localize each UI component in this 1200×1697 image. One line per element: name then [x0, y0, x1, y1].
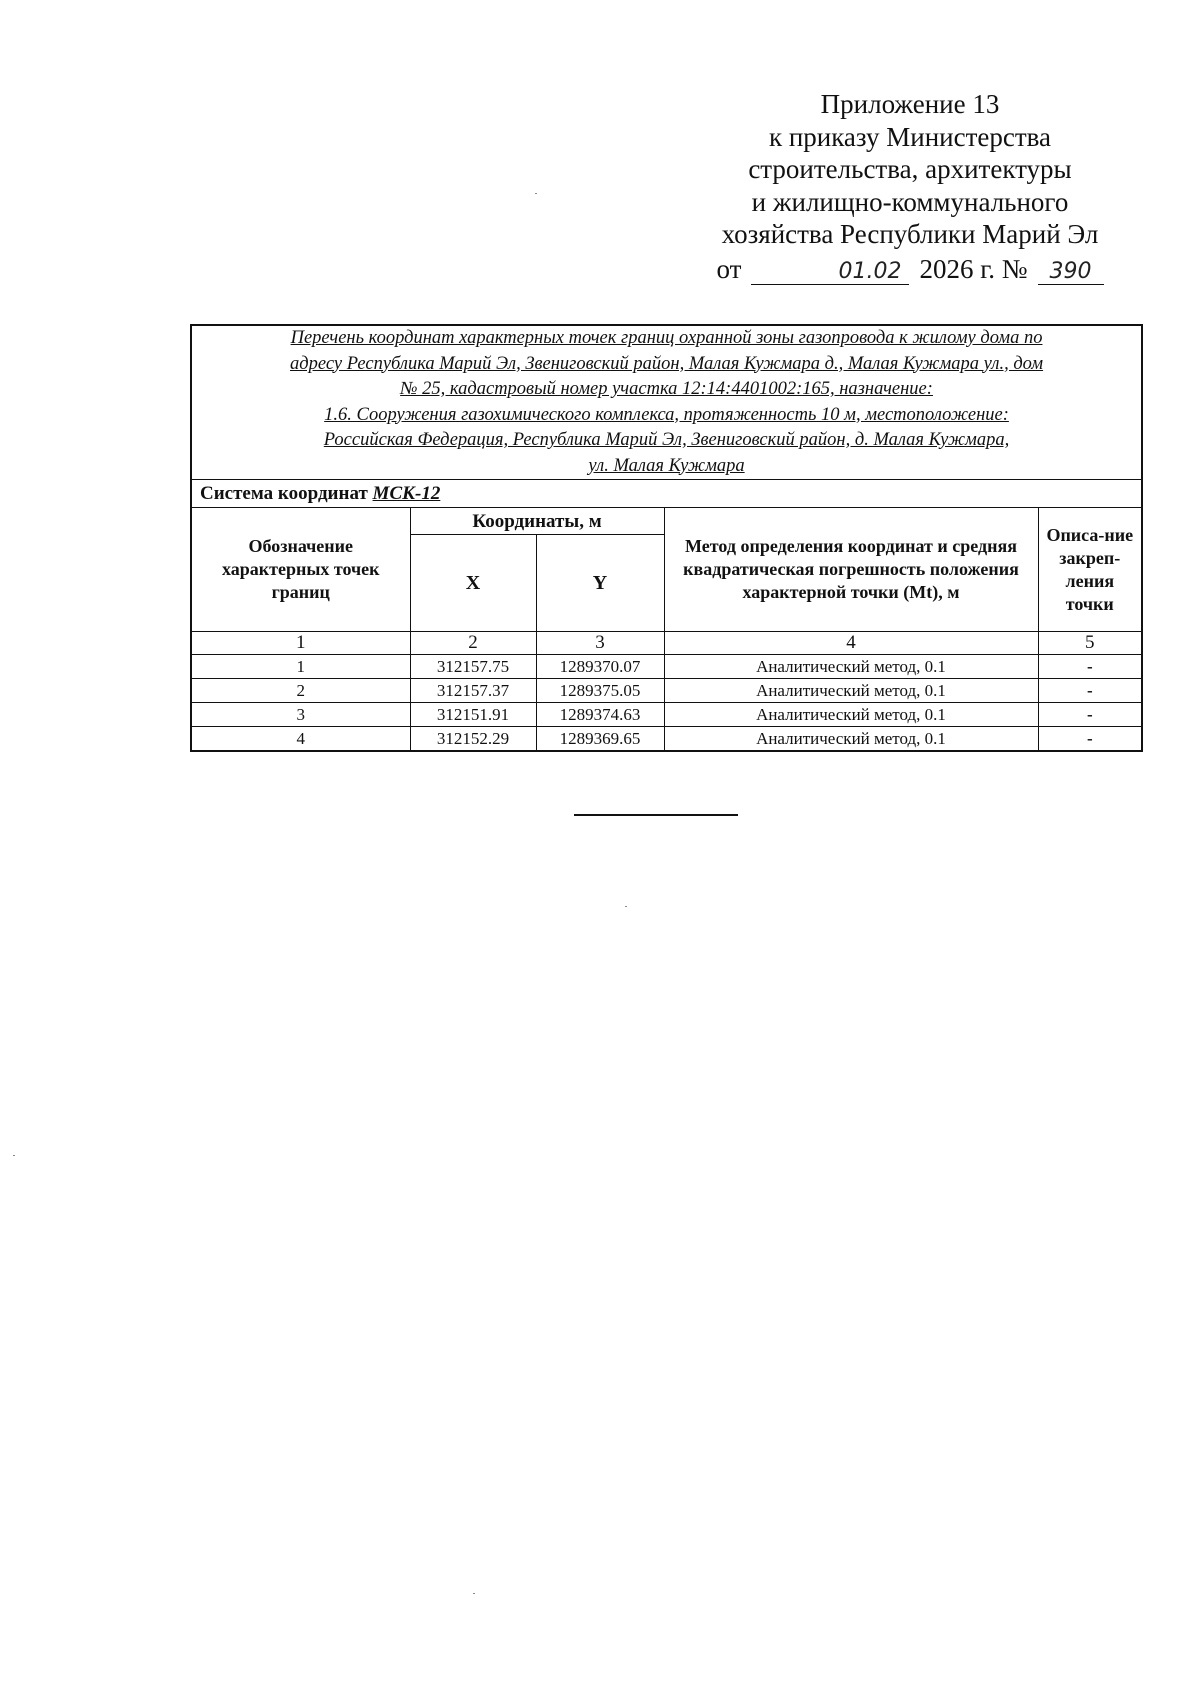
handwritten-order-number: 390: [1038, 260, 1104, 285]
table-caption: [191, 325, 1142, 480]
coord-x: 312157.75: [410, 655, 536, 679]
method: Аналитический метод, 0.1: [664, 727, 1038, 752]
coord-x: 312151.91: [410, 703, 536, 727]
coord-x: 312152.29: [410, 727, 536, 752]
table-row: [191, 679, 1142, 703]
order-date-line: [690, 253, 1130, 286]
header-designation: Обозначение характерных точек границ: [191, 508, 410, 632]
caption-line: Российская Федерация, Республика Марий Эл, Звениговский район, д. Малая Кужмара,: [323, 430, 1010, 450]
year-text: 2026 г. №: [919, 253, 1028, 284]
header-coordinates: Координаты, м: [410, 508, 664, 535]
point-id: 2: [191, 679, 410, 703]
header-line: и жилищно-коммунального: [751, 186, 1069, 217]
column-number: 5: [1038, 632, 1142, 655]
end-separator-line: [574, 814, 738, 816]
coordinate-system: [191, 480, 1142, 508]
method: Аналитический метод, 0.1: [664, 655, 1038, 679]
method: Аналитический метод, 0.1: [664, 679, 1038, 703]
caption-row: [191, 325, 1142, 480]
scan-speck: [13, 1155, 15, 1156]
coord-y: 1289374.63: [536, 703, 664, 727]
column-number-row: [191, 632, 1142, 655]
date-prefix: от: [716, 253, 742, 284]
description: -: [1038, 703, 1142, 727]
header-row: [191, 508, 1142, 535]
header-description: Описа-ние закреп-ления точки: [1038, 508, 1142, 632]
header-y: Y: [536, 535, 664, 632]
column-number: 1: [191, 632, 410, 655]
header-line: хозяйства Республики Марий Эл: [721, 219, 1099, 249]
caption-line: 1.6. Сооружения газохимического комплекса, протяженность 10 м, местоположение:: [324, 404, 1009, 425]
description: -: [1038, 727, 1142, 752]
point-id: 3: [191, 703, 410, 727]
header-x: X: [410, 535, 536, 632]
description: -: [1038, 679, 1142, 703]
scan-speck: [535, 193, 537, 194]
coord-y: 1289370.07: [536, 655, 664, 679]
caption-line: № 25, кадастровый номер участка 12:14:4401002:165, назначение:: [400, 379, 933, 399]
point-id: 4: [191, 727, 410, 752]
table-row: [191, 655, 1142, 679]
scan-speck: [473, 1593, 475, 1594]
appendix-header: [690, 88, 1130, 285]
coord-y: 1289375.05: [536, 679, 664, 703]
method: Аналитический метод, 0.1: [664, 703, 1038, 727]
handwritten-date: 01.02: [751, 260, 909, 285]
caption-line: Перечень координат характерных точек границ охранной зоны газопровода к жилому дома по: [290, 328, 1043, 348]
coord-y: 1289369.65: [536, 727, 664, 752]
table-row: [191, 727, 1142, 752]
header-line: строительства, архитектуры: [748, 154, 1072, 184]
caption-line: адресу Республика Марий Эл, Звениговский район, Малая Кужмара д., Малая Кужмара ул., дом: [290, 353, 1044, 374]
coordinate-system-row: [191, 480, 1142, 508]
coordinates-table: [190, 324, 1143, 752]
coord-x: 312157.37: [410, 679, 536, 703]
header-line: Приложение 13: [820, 89, 1000, 119]
coordinate-system-label: Система координат: [200, 482, 368, 504]
coordinate-system-value: МСК-12: [372, 482, 441, 504]
table-row: [191, 703, 1142, 727]
description: -: [1038, 655, 1142, 679]
header-method: Метод определения координат и средняя квадратическая погрешность положения характерной точки (Mt), м: [664, 508, 1038, 632]
column-number: 4: [664, 632, 1038, 655]
column-number: 3: [536, 632, 664, 655]
scan-speck: [625, 906, 627, 907]
point-id: 1: [191, 655, 410, 679]
caption-line: ул. Малая Кужмара: [588, 455, 745, 476]
column-number: 2: [410, 632, 536, 655]
header-line: к приказу Министерства: [768, 121, 1052, 152]
